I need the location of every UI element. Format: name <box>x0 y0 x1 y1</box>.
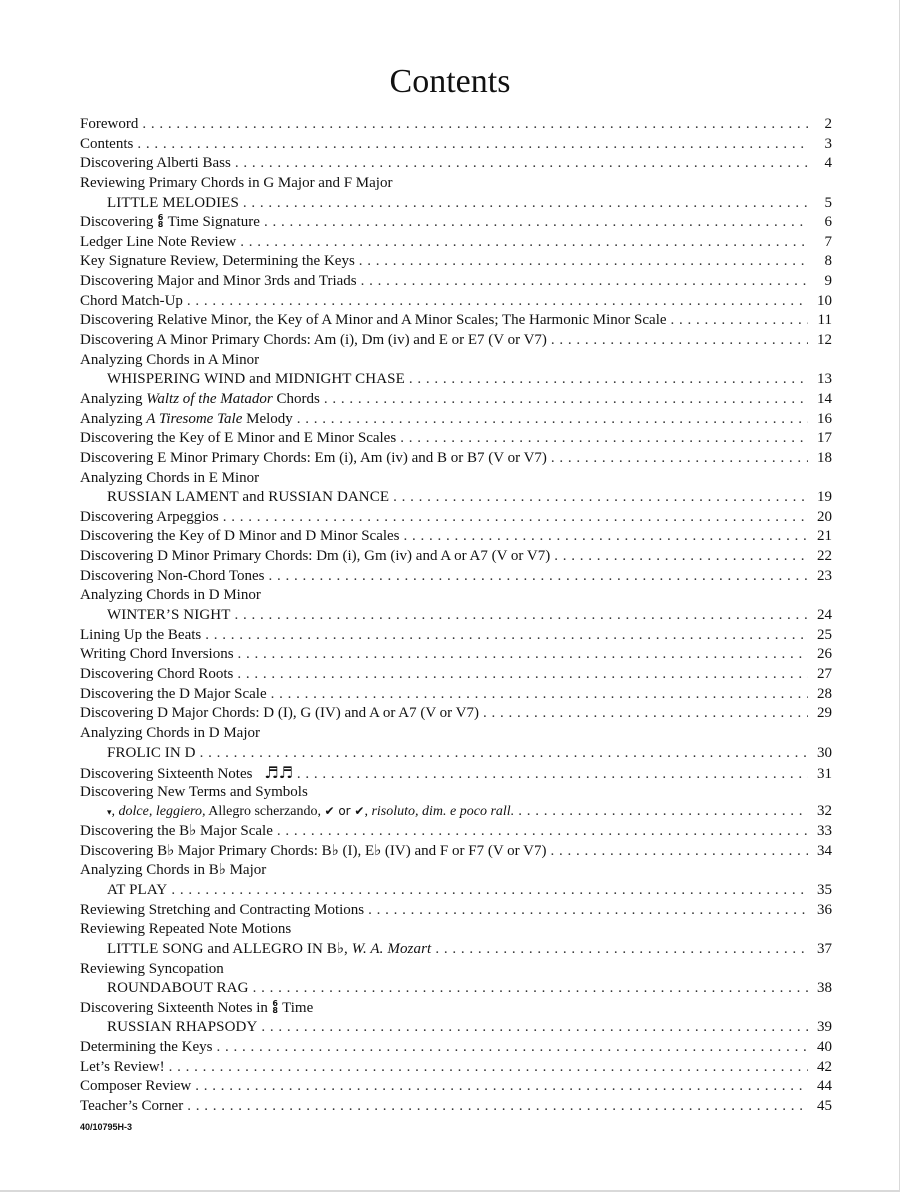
toc-entry-composer-review[interactable] <box>80 1077 832 1097</box>
table-of-contents <box>80 115 832 1117</box>
sixteenth-notes-icon: ♬♬ <box>264 763 293 783</box>
toc-entry-label: Teacher’s Corner <box>80 1098 184 1115</box>
toc-entry-d-major-scale[interactable] <box>80 685 832 705</box>
toc-entry-roundabout-rag[interactable] <box>80 979 832 999</box>
dot-leader <box>551 331 808 351</box>
toc-entry-label: RUSSIAN LAMENT and RUSSIAN DANCE <box>107 489 390 506</box>
toc-entry-key-signature[interactable] <box>80 252 832 272</box>
label-text: Discovering Sixteenth Notes in <box>80 999 268 1016</box>
toc-page-number: 28 <box>817 685 832 702</box>
toc-entry-d-minor-chords[interactable] <box>80 547 832 567</box>
dot-leader <box>393 488 808 508</box>
toc-entry-label: Reviewing Primary Chords in G Major and F Major <box>80 174 393 191</box>
toc-section-heading <box>80 586 832 606</box>
toc-section-heading <box>80 861 832 881</box>
toc-entry-at-play[interactable] <box>80 881 832 901</box>
dot-leader <box>404 527 808 547</box>
dot-leader <box>324 390 808 410</box>
toc-page-number: 4 <box>824 155 832 172</box>
label-text: Analyzing <box>80 390 143 407</box>
toc-entry-label: Reviewing Stretching and Contracting Motions <box>80 901 365 918</box>
dot-leader <box>400 429 808 449</box>
dot-leader <box>671 311 808 331</box>
label-italic: risoluto, dim. e poco rall. <box>371 804 515 820</box>
toc-entry-little-melodies[interactable] <box>80 194 832 214</box>
toc-entry-label <box>80 390 320 410</box>
label-italic: A Tiresome Tale <box>146 410 243 427</box>
toc-entry-label: Discovering A Minor Primary Chords: Am (i), Dm (iv) and E or E7 (V or V7) <box>80 332 547 349</box>
toc-entry-label: Writing Chord Inversions <box>80 646 234 663</box>
toc-entry-sixteenth-notes[interactable] <box>80 763 832 783</box>
toc-entry-label: Discovering the Key of D Minor and D Minor Scales <box>80 528 400 545</box>
toc-entry-label: WHISPERING WIND and MIDNIGHT CHASE <box>107 371 405 388</box>
toc-entry-label: Analyzing Chords in E Minor <box>80 469 260 486</box>
toc-page-number: 37 <box>817 940 832 957</box>
toc-page-number: 38 <box>817 980 832 997</box>
dot-leader <box>261 1018 808 1038</box>
time-signature-icon: 6 8 <box>157 213 164 230</box>
dot-leader <box>195 1077 808 1097</box>
toc-entry-label: Composer Review <box>80 1078 192 1095</box>
toc-page-number: 17 <box>817 430 832 447</box>
toc-section-heading <box>80 960 832 980</box>
toc-page-number: 31 <box>817 766 832 783</box>
toc-entry-non-chord-tones[interactable] <box>80 567 832 587</box>
toc-entry-terms-symbols[interactable] <box>80 802 832 822</box>
dot-leader <box>187 292 808 312</box>
label-text: Discovering Sixteenth Notes <box>80 766 253 783</box>
dot-leader <box>142 115 808 135</box>
toc-page-number: 30 <box>817 744 832 761</box>
toc-entry-lining-up-beats[interactable] <box>80 626 832 646</box>
toc-page-number: 16 <box>817 410 832 427</box>
dot-leader <box>368 901 808 921</box>
toc-entry-label: Lining Up the Beats <box>80 626 202 643</box>
toc-entry-label: Foreword <box>80 116 139 132</box>
toc-entry-label: Analyzing Chords in A Minor <box>80 351 260 368</box>
toc-page-number: 7 <box>824 233 832 250</box>
toc-entry-label: Analyzing Chords in B♭ Major <box>80 862 267 879</box>
toc-page-number: 19 <box>817 489 832 506</box>
toc-entry-label: Analyzing Chords in D Major <box>80 724 260 741</box>
dot-leader <box>253 979 808 999</box>
toc-entry-label: Reviewing Syncopation <box>80 960 224 977</box>
dot-leader <box>361 272 808 292</box>
toc-entry-label <box>80 410 293 430</box>
dot-leader <box>550 842 808 862</box>
dot-leader <box>216 1038 808 1058</box>
toc-entry-foreword[interactable] <box>80 115 832 135</box>
toc-section-heading <box>80 724 832 744</box>
label-italic: Waltz of the Matador <box>146 390 273 407</box>
toc-entry-e-minor-chords[interactable] <box>80 449 832 469</box>
toc-page-number: 25 <box>817 626 832 643</box>
dot-leader <box>200 744 808 764</box>
toc-entry-label: Discovering Chord Roots <box>80 665 234 682</box>
label-text: LITTLE SONG and ALLEGRO IN B♭, <box>107 940 348 957</box>
label-text: Analyzing <box>80 410 143 427</box>
toc-entry-whispering-wind[interactable] <box>80 370 832 390</box>
toc-entry-time-signature[interactable] <box>80 213 832 233</box>
label-text: Discovering <box>80 214 154 231</box>
toc-page-number: 5 <box>824 194 832 211</box>
toc-page-number: 45 <box>817 1098 832 1115</box>
toc-entry-label: Discovering B♭ Major Primary Chords: B♭ (I), E♭ (IV) and F or F7 (V or V7) <box>80 842 547 859</box>
toc-entry-label: Key Signature Review, Determining the Keys <box>80 253 355 270</box>
toc-entry-label: LITTLE MELODIES <box>107 194 239 211</box>
toc-page-number: 26 <box>817 646 832 663</box>
toc-entry-b-flat-chords[interactable] <box>80 842 832 862</box>
dot-leader <box>264 213 808 233</box>
toc-entry-russian-rhapsody[interactable] <box>80 1018 832 1038</box>
toc-page-number: 6 <box>824 214 832 231</box>
dot-leader <box>359 252 808 272</box>
dot-leader <box>223 508 808 528</box>
toc-entry-label <box>80 213 260 233</box>
toc-entry-teachers-corner[interactable] <box>80 1097 832 1117</box>
toc-entry-stretching-motions[interactable] <box>80 901 832 921</box>
toc-entry-label: Discovering Arpeggios <box>80 508 219 525</box>
toc-entry-label: Discovering Major and Minor 3rds and Triads <box>80 273 357 290</box>
dot-leader <box>551 449 808 469</box>
toc-entry-determining-keys[interactable] <box>80 1038 832 1058</box>
toc-entry-label: RUSSIAN RHAPSODY <box>107 1019 258 1036</box>
toc-entry-frolic-in-d[interactable] <box>80 744 832 764</box>
toc-entry-label: Discovering Non-Chord Tones <box>80 567 265 584</box>
dot-leader <box>238 645 808 665</box>
toc-entry-tiresome-tale[interactable] <box>80 410 832 430</box>
toc-entry-label: Discovering E Minor Primary Chords: Em (i), Am (iv) and B or B7 (V or V7) <box>80 449 547 466</box>
toc-entry-label: Determining the Keys <box>80 1039 213 1056</box>
toc-page-number: 12 <box>817 332 832 349</box>
toc-entry-label: Contents <box>80 135 134 152</box>
dot-leader <box>240 233 808 253</box>
toc-entry-label: ROUNDABOUT RAG <box>107 980 249 997</box>
toc-entry-label: Discovering the Key of E Minor and E Minor Scales <box>80 430 397 447</box>
toc-entry-label: Discovering Relative Minor, the Key of A Minor and A Minor Scales; The Harmonic Minor Scale <box>80 312 667 329</box>
dot-leader <box>297 410 808 430</box>
toc-entry-label: Discovering the D Major Scale <box>80 685 267 702</box>
toc-page-number: 18 <box>817 449 832 466</box>
toc-page-number: 29 <box>817 705 832 722</box>
toc-page-number: 23 <box>817 567 832 584</box>
toc-page-number: 14 <box>817 390 832 407</box>
accent-mark-icon: ▾ <box>107 808 112 819</box>
page-title: Contents <box>389 63 511 100</box>
toc-entry-label: ▾, dolce, leggiero, Allegro scherzando, ✔ or ✔, risoluto, dim. e poco rall. <box>107 804 515 820</box>
toc-entry-lets-review[interactable] <box>80 1058 832 1078</box>
toc-section-heading <box>80 174 832 194</box>
toc-entry-label <box>80 940 431 960</box>
toc-entry-waltz-matador[interactable] <box>80 390 832 410</box>
toc-entry-arpeggios[interactable] <box>80 508 832 528</box>
toc-entry-a-minor-chords[interactable] <box>80 331 832 351</box>
dot-leader <box>554 547 808 567</box>
toc-entry-label: Analyzing Chords in D Minor <box>80 587 261 604</box>
toc-page-number: 3 <box>824 135 832 152</box>
toc-page-number: 44 <box>817 1078 832 1095</box>
label-italic: , dolce, leggiero, <box>111 804 206 820</box>
label-text: Allegro scherzando, <box>208 804 321 820</box>
dot-leader <box>187 1097 808 1117</box>
dot-leader <box>234 606 808 626</box>
toc-page-number: 21 <box>817 528 832 545</box>
toc-entry-label: WINTER’S NIGHT <box>107 607 231 624</box>
dot-leader <box>268 567 808 587</box>
toc-entry-chord-roots[interactable] <box>80 665 832 685</box>
toc-entry-label <box>80 763 293 785</box>
toc-entry-label: Reviewing Repeated Note Motions <box>80 921 292 938</box>
toc-page-number: 10 <box>817 292 832 309</box>
toc-entry-chord-inversions[interactable] <box>80 645 832 665</box>
toc-page-number: 11 <box>817 312 832 329</box>
toc-entry-winters-night[interactable] <box>80 606 832 626</box>
toc-page-number: 33 <box>817 823 832 840</box>
dot-leader <box>277 822 808 842</box>
toc-page-number: 2 <box>824 116 832 132</box>
dynamics-symbol-icon: ✔ or ✔ <box>324 804 365 819</box>
catalog-code: 40/10795H-3 <box>80 1122 133 1132</box>
toc-entry-label: Ledger Line Note Review <box>80 233 237 250</box>
dot-leader <box>409 370 808 390</box>
toc-page-number: 13 <box>817 371 832 388</box>
toc-entry-russian-lament[interactable] <box>80 488 832 508</box>
dot-leader <box>171 881 808 901</box>
toc-page-number: 9 <box>824 273 832 290</box>
toc-entry-thirds-triads[interactable] <box>80 272 832 292</box>
toc-entry-label: Discovering the B♭ Major Scale <box>80 823 273 840</box>
toc-entry-label: Discovering Alberti Bass <box>80 155 231 172</box>
dot-leader <box>435 940 808 960</box>
toc-entry-d-minor-key[interactable] <box>80 527 832 547</box>
toc-entry-ledger-line[interactable] <box>80 233 832 253</box>
toc-entry-contents[interactable] <box>80 135 832 155</box>
toc-page-number: 42 <box>817 1058 832 1075</box>
toc-page-number: 40 <box>817 1039 832 1056</box>
dot-leader <box>137 135 808 155</box>
toc-page-number: 27 <box>817 665 832 682</box>
time-signature-icon: 6 8 <box>272 998 278 1015</box>
dot-leader <box>235 154 808 174</box>
toc-entry-little-song[interactable] <box>80 940 832 960</box>
label-italic: W. A. Mozart <box>351 940 432 957</box>
label-text: Chords <box>276 390 320 407</box>
toc-page-number: 8 <box>824 253 832 270</box>
toc-entry-label: Discovering New Terms and Symbols <box>80 783 308 800</box>
toc-entry-d-major-chords[interactable] <box>80 704 832 724</box>
dot-leader <box>271 685 808 705</box>
label-text: Time <box>282 999 314 1016</box>
toc-page-number: 35 <box>817 881 832 898</box>
toc-section-heading <box>80 469 832 489</box>
toc-entry-b-flat-scale[interactable] <box>80 822 832 842</box>
toc-entry-relative-minor[interactable] <box>80 311 832 331</box>
dot-leader <box>237 665 808 685</box>
dot-leader <box>483 704 808 724</box>
dot-leader <box>169 1058 808 1078</box>
toc-entry-label: AT PLAY <box>107 881 168 898</box>
toc-page-number: 32 <box>817 803 832 820</box>
toc-entry-chord-match-up[interactable] <box>80 292 832 312</box>
toc-page-number: 22 <box>817 548 832 565</box>
toc-page-number: 24 <box>817 607 832 624</box>
dot-leader <box>518 802 808 822</box>
label-text: Time Signature <box>167 214 260 231</box>
toc-page-number: 34 <box>817 842 832 859</box>
dot-leader <box>205 626 808 646</box>
toc-entry-label: FROLIC IN D <box>107 744 196 761</box>
toc-page-number: 39 <box>817 1019 832 1036</box>
toc-entry-label: Discovering D Major Chords: D (I), G (IV) and A or A7 (V or V7) <box>80 705 479 722</box>
toc-entry-label: Discovering D Minor Primary Chords: Dm (i), Gm (iv) and A or A7 (V or V7) <box>80 548 551 565</box>
dot-leader <box>243 194 808 214</box>
toc-section-heading <box>80 999 832 1019</box>
toc-entry-e-minor-key[interactable] <box>80 429 832 449</box>
toc-entry-alberti-bass[interactable] <box>80 154 832 174</box>
toc-section-heading <box>80 351 832 371</box>
toc-section-heading <box>80 783 832 803</box>
toc-entry-label: Let’s Review! <box>80 1058 165 1075</box>
toc-page-number: 20 <box>817 508 832 525</box>
toc-section-heading <box>80 920 832 940</box>
toc-entry-label: Chord Match-Up <box>80 292 183 309</box>
toc-page-number: 36 <box>817 901 832 918</box>
label-text: Melody <box>246 410 293 427</box>
